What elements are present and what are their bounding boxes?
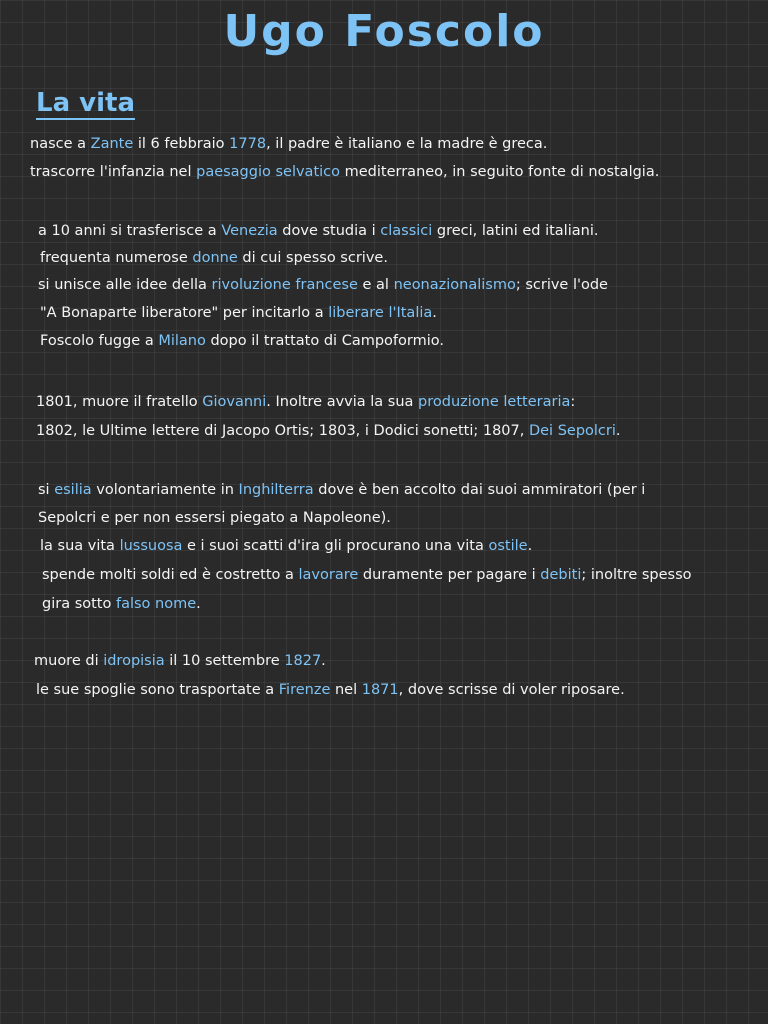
text-segment: dove è ben accolto dai suoi ammiratori (per i (313, 482, 646, 498)
text-segment: la sua vita (40, 538, 120, 554)
text-segment: . Inoltre avvia la sua (266, 394, 419, 410)
text-segment: il 10 settembre (164, 653, 285, 669)
text-segment: . (196, 596, 201, 612)
text-line (38, 275, 608, 295)
text-segment: a 10 anni si trasferisce a (38, 223, 222, 239)
text-segment: si (38, 482, 55, 498)
highlighted-term: rivoluzione francese (211, 277, 358, 293)
text-segment: il 6 febbraio (133, 136, 230, 152)
text-line (42, 594, 201, 614)
text-segment: le sue spoglie sono trasportate a (36, 682, 279, 698)
highlighted-term: falso nome (115, 596, 197, 612)
highlighted-term: Zante (90, 136, 134, 152)
highlighted-term: lussuosa (119, 538, 183, 554)
text-segment: gira sotto (42, 596, 116, 612)
highlighted-term: neonazionalismo (393, 277, 516, 293)
highlighted-term: classici (380, 223, 433, 239)
text-segment: nel (330, 682, 362, 698)
text-segment: 1801, muore il fratello (36, 394, 203, 410)
text-line (34, 651, 326, 671)
text-line (30, 134, 547, 154)
highlighted-term: ostile (488, 538, 528, 554)
text-segment: frequenta numerose (40, 250, 193, 266)
text-segment: . (615, 423, 621, 439)
highlighted-term: esilia (54, 482, 92, 498)
text-segment: , il padre è italiano e la madre è greca. (266, 136, 548, 152)
text-segment: . (432, 305, 437, 321)
highlighted-term: Firenze (278, 682, 331, 698)
highlighted-term: Dei Sepolcri (528, 423, 616, 439)
text-segment: , dove scrisse di voler riposare. (398, 682, 625, 698)
text-segment: e al (357, 277, 394, 293)
highlighted-term: lavorare (298, 567, 359, 583)
text-segment: di cui spesso scrive. (237, 250, 388, 266)
highlighted-term: liberare l'Italia (328, 305, 433, 321)
page-title: Ugo Foscolo (223, 6, 545, 57)
text-segment: trascorre l'infanzia nel (30, 164, 197, 180)
highlighted-term: produzione letteraria (418, 394, 571, 410)
text-segment: Foscolo fugge a (40, 333, 159, 349)
highlighted-term: 1871 (361, 682, 399, 698)
text-line (42, 565, 692, 585)
text-segment: : (570, 394, 576, 410)
highlighted-term: Venezia (221, 223, 278, 239)
text-segment: si unisce alle idee della (38, 277, 212, 293)
text-segment: Sepolcri e per non essersi piegato a Napoleone). (38, 510, 391, 526)
highlighted-term: paesaggio selvatico (196, 164, 341, 180)
highlighted-term: Giovanni (202, 394, 267, 410)
highlighted-term: 1827 (284, 653, 322, 669)
text-line (38, 221, 598, 241)
text-segment: e i suoi scatti d'ira gli procurano una vita (182, 538, 489, 554)
text-line (30, 162, 659, 182)
text-segment: "A Bonaparte liberatore" per incitarlo a (40, 305, 329, 321)
text-segment: greci, latini ed italiani. (432, 223, 599, 239)
text-segment: ; inoltre spesso (581, 567, 692, 583)
text-segment: duramente per pagare i (358, 567, 541, 583)
text-line (38, 480, 645, 500)
text-segment: dove studia i (277, 223, 381, 239)
highlighted-term: debiti (540, 567, 582, 583)
section-title: La vita (36, 88, 135, 118)
text-segment: muore di (34, 653, 104, 669)
text-line (40, 303, 437, 323)
text-line (40, 331, 444, 351)
highlighted-term: 1778 (229, 136, 267, 152)
text-segment: mediterraneo, in seguito fonte di nostalgia. (340, 164, 660, 180)
highlighted-term: donne (192, 250, 238, 266)
text-segment: 1802, le Ultime lettere di Jacopo Ortis; 1803, i Dodici sonetti; 1807, (36, 423, 529, 439)
text-line (36, 680, 625, 700)
text-line (40, 536, 532, 556)
text-segment: nasce a (30, 136, 91, 152)
text-segment: . (321, 653, 326, 669)
text-segment: volontariamente in (91, 482, 239, 498)
text-segment: ; scrive l'ode (515, 277, 608, 293)
text-segment: . (527, 538, 533, 554)
text-line (38, 508, 391, 528)
text-line (36, 421, 621, 441)
highlighted-term: idropisia (103, 653, 165, 669)
highlighted-term: Inghilterra (238, 482, 314, 498)
highlighted-term: Milano (158, 333, 206, 349)
text-segment: spende molti soldi ed è costretto a (42, 567, 299, 583)
text-line (40, 248, 388, 268)
text-line (36, 392, 575, 412)
text-segment: dopo il trattato di Campoformio. (205, 333, 444, 349)
